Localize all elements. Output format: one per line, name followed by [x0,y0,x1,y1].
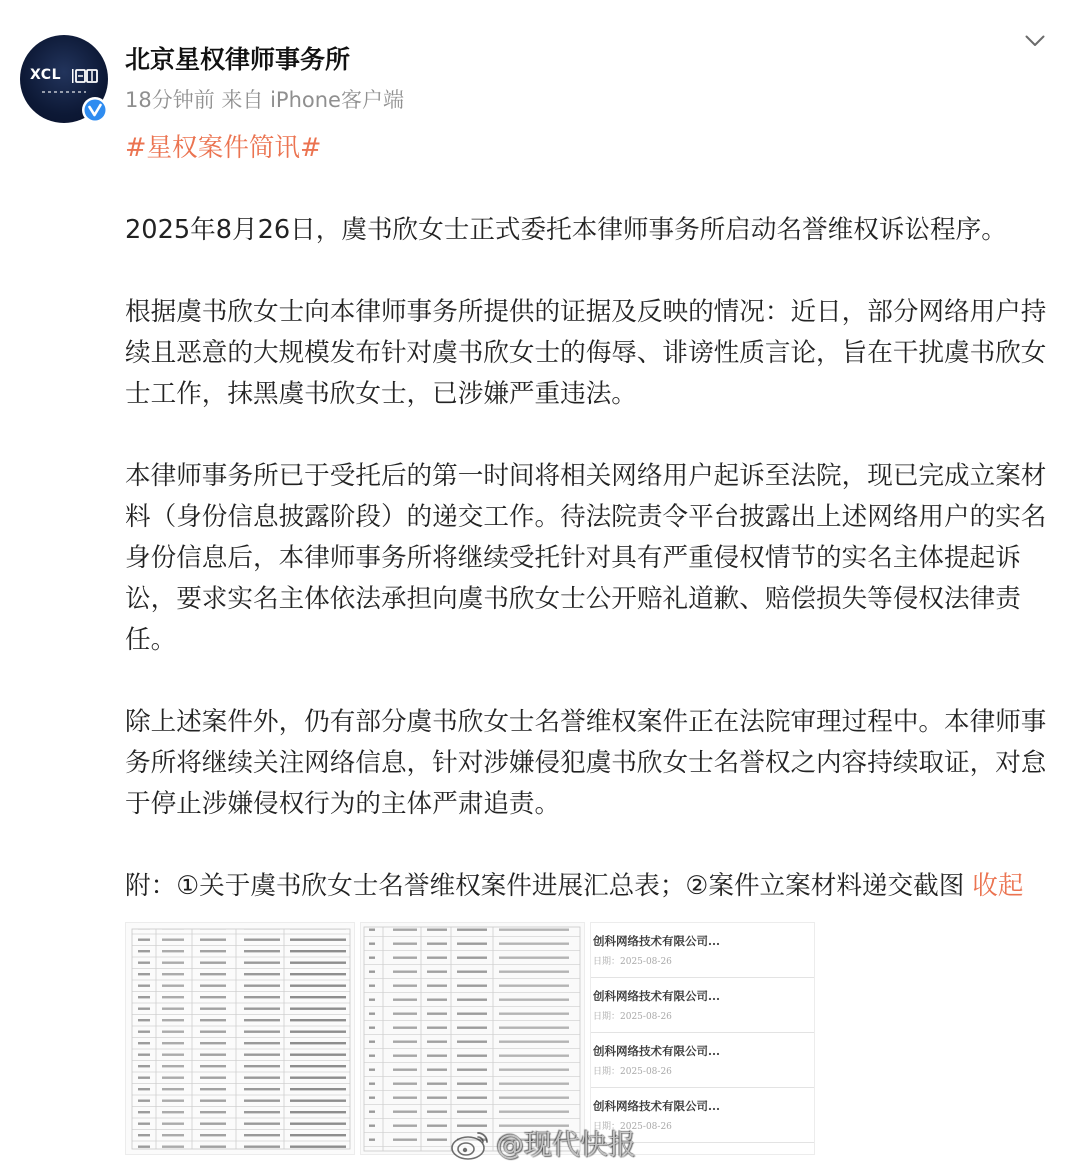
image-thumbnail-case-table[interactable] [360,922,585,1155]
list-item [591,978,814,1033]
list-company: 创科网络技术有限公司... [593,1099,721,1113]
chevron-down-icon [1025,35,1045,47]
paragraph-2: 根据虞书欣女士向本律师事务所提供的证据及反映的情况：近日，部分网络用户持续且恶意的大规模发布针对虞书欣女士的侮辱、诽谤性质言论，旨在干扰虞书欣女士工作，抹黑虞书欣女士，已涉嫌严重违法。 [125,297,1047,409]
list-date: 日期：2025-08-26 [593,1122,672,1132]
table-scan-image [126,923,354,1154]
list-date: 日期：2025-08-26 [593,957,672,967]
list-item [591,923,814,978]
watermark-text: @现代快报 [496,1128,637,1161]
avatar-tagline [42,91,86,93]
paragraph-4: 除上述案件外，仍有部分虞书欣女士名誉维权案件正在法院审理过程中。本律师事务所将继续关注网络信息，针对涉嫌侵犯虞书欣女士名誉权之内容持续取证，对怠于停止涉嫌侵权行为的主体严肃追责。 [125,707,1047,819]
list-company: 创科网络技术有限公司... [593,934,721,948]
list-item [591,1088,814,1143]
table-scan-image [361,923,584,1154]
list-date: 日期：2025-08-26 [593,1067,672,1077]
image-gallery [125,922,815,1155]
attachment-note: 附：①关于虞书欣女士名誉维权案件进展汇总表；②案件立案材料递交截图 [125,871,965,901]
avatar-logo-mark-icon [72,68,98,84]
verified-badge-icon [81,96,109,124]
list-company: 创科网络技术有限公司... [593,989,721,1003]
paragraph-5 [125,866,1053,907]
author-name[interactable]: 北京星权律师事务所 [125,45,351,74]
paragraph-1: 2025年8月26日，虞书欣女士正式委托本律师事务所启动名誉维权诉讼程序。 [125,215,1007,245]
hashtag-link[interactable]: #星权案件简讯# [125,133,322,163]
image-thumbnail-filing-screenshot[interactable] [590,922,815,1155]
paragraph-3: 本律师事务所已于受托后的第一时间将相关网络用户起诉至法院，现已完成立案材料（身份信息披露阶段）的递交工作。待法院责令平台披露出上述网络用户的实名身份信息后，本律师事务所将继续受托针对具有严重侵权情节的实名主体提起诉讼，要求实名主体依法承担向虞书欣女士公开赔礼道歉、赔偿损失等侵权法律责任。 [125,461,1047,655]
list-item [591,1033,814,1088]
collapse-link[interactable]: 收起 [972,871,1024,901]
post-content [125,128,1053,907]
list-company: 创科网络技术有限公司... [593,1044,721,1058]
post-meta: 18分钟前 来自 iPhone客户端 [125,88,404,112]
avatar-logo-text: XCL [30,67,61,83]
post-menu-button[interactable] [1020,28,1050,54]
list-date: 日期：2025-08-26 [593,1012,672,1022]
image-thumbnail-summary-table[interactable] [125,922,355,1155]
